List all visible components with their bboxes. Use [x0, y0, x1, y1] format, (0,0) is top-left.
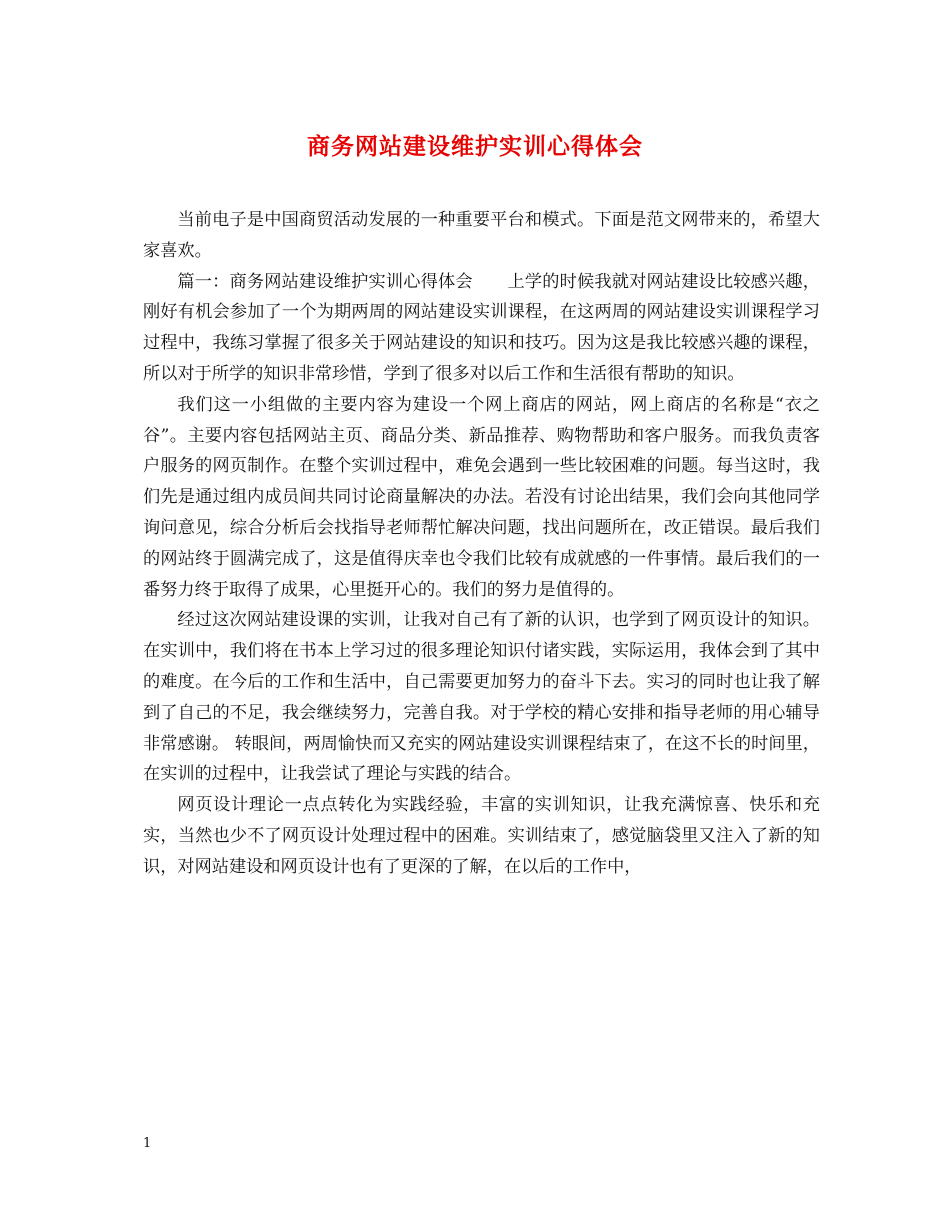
- document-title: 商务网站建设维护实训心得体会: [307, 133, 643, 160]
- paragraph-intro: 当前电子是中国商贸活动发展的一种重要平台和模式。下面是范文网带来的，希望大家喜欢。: [143, 210, 820, 261]
- paragraph-team-work: 我们这一小组做的主要内容为建设一个网上商店的网站，网上商店的名称是“衣之谷”。主要内容包括网站主页、商品分类、新品推荐、购物帮助和客户服务。而我负责客户服务的网页制作。在整个实训过程中，难免会遇到一些比较困难的问题。每当这时，我们先是通过组内成员间共同讨论商量解决的办法。若没有讨论出结果，我们会向其他同学询问意见，综合分析后会找指导老师帮忙解决问题，找出问题所在，改正错误。最后我们的网站终于圆满完成了，这是值得庆幸也令我们比较有成就感的一件事情。最后我们的一番努力终于取得了成果，心里挺开心的。我们的努力是值得的。: [143, 394, 820, 600]
- paragraph-reflection: 经过这次网站建设课的实训，让我对自己有了新的认识，也学到了网页设计的知识。在实训中，我们将在书本上学习过的很多理论知识付诸实践，实际运用，我体会到了其中的难度。在今后的工作和生活中，自己需要更加努力的奋斗下去。实习的同时也让我了解到了自己的不足，我会继续努力，完善自我。对于学校的精心安排和指导老师的用心辅导非常感谢。 转眼间，两周愉快而又充实的网站建设实训课程结束了，在这不长的时间里，在实训的过程中，让我尝试了理论与实践的结合。: [143, 610, 820, 785]
- paragraph-part-one: 篇一：商务网站建设维护实训心得体会 上学的时候我就对网站建设比较感兴趣，刚好有机会参加了一个为期两周的网站建设实训课程，在这两周的网站建设实训课程学习过程中，我练习掌握了很多关于网站建设的知识和技巧。因为这是我比较感兴趣的课程，所以对于所学的知识非常珍惜，学到了很多对以后工作和生活很有帮助的知识。: [143, 271, 820, 384]
- paragraph-conclusion: 网页设计理论一点点转化为实践经验，丰富的实训知识，让我充满惊喜、快乐和充实，当然也少不了网页设计处理过程中的困难。实训结束了，感觉脑袋里又注入了新的知识，对网站建设和网页设计也有了更深的了解，在以后的工作中，: [143, 795, 820, 877]
- page-number: 1: [143, 1136, 152, 1151]
- document-body: [143, 205, 820, 883]
